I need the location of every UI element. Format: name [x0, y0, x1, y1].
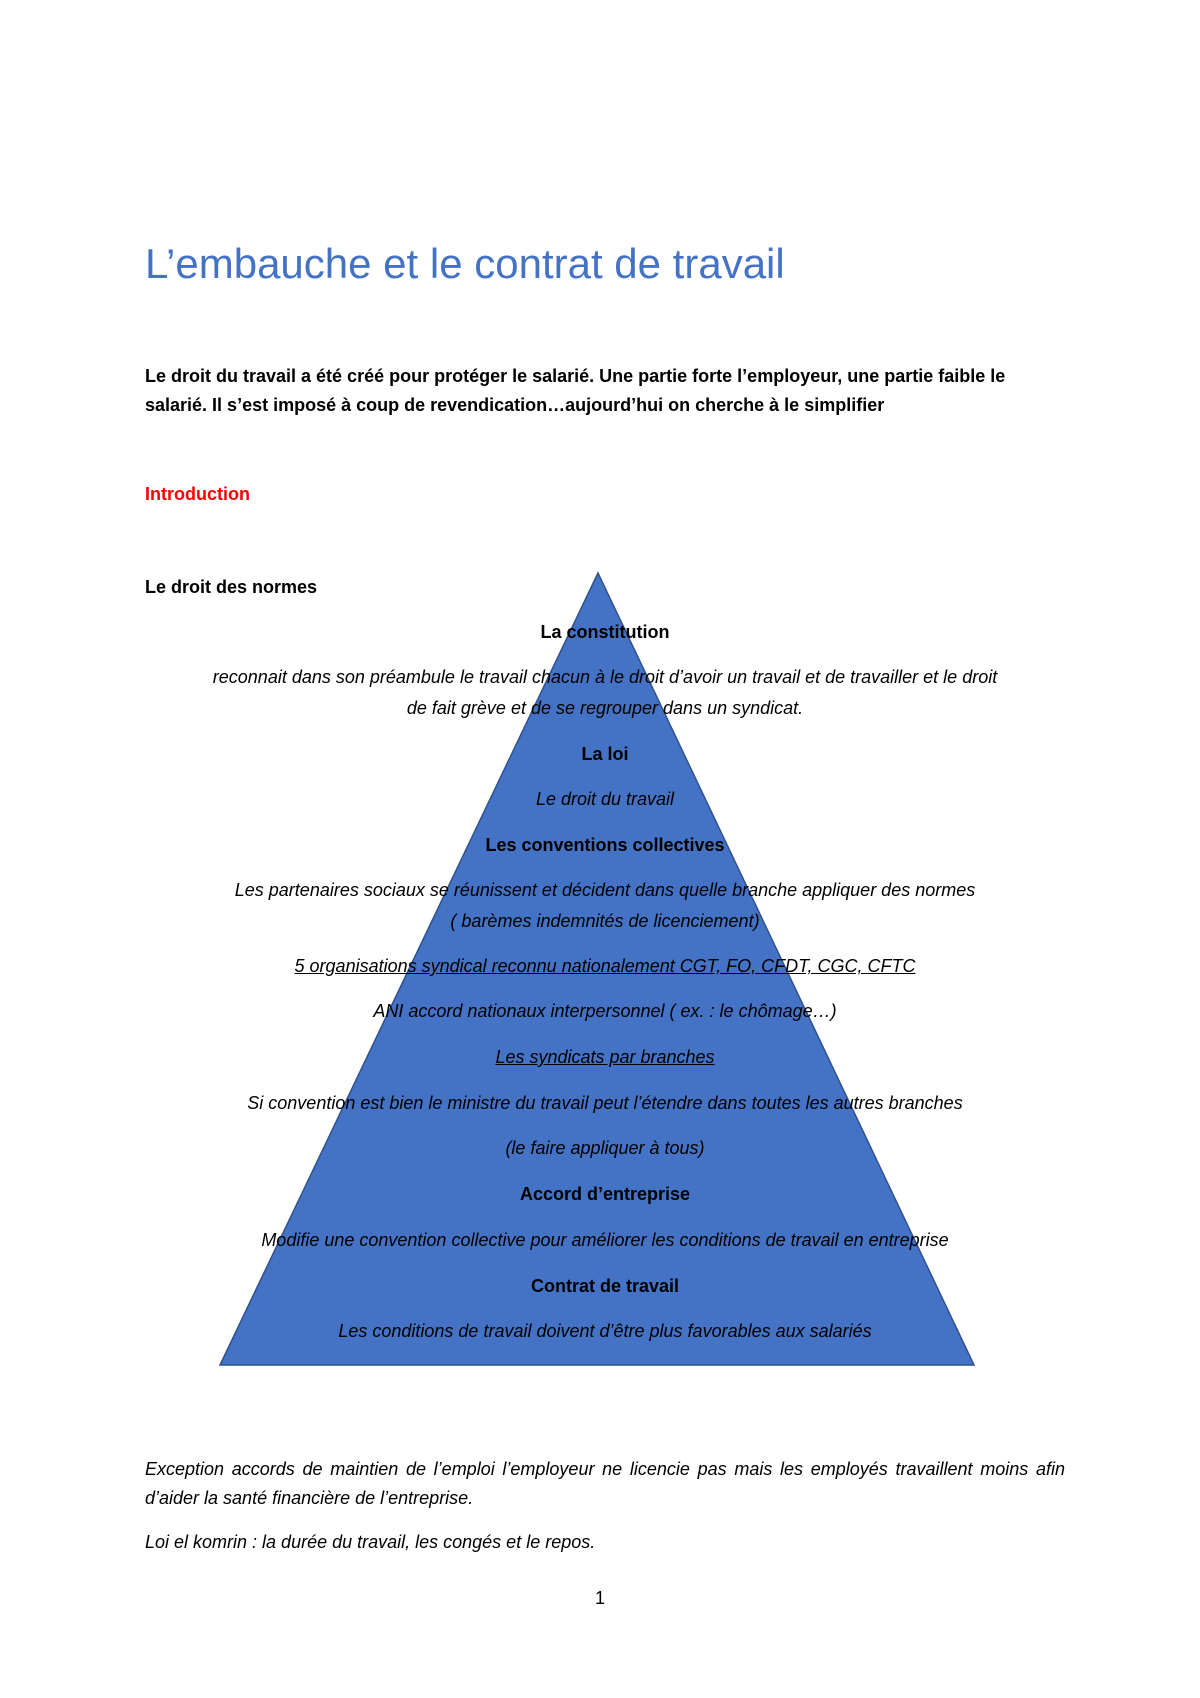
pyramid-line-extension: Si convention est bien le ministre du travail peut l’étendre dans toutes les autres branches	[247, 1093, 963, 1113]
pyramid-line-accord-desc: Modifie une convention collective pour améliorer les conditions de travail en entreprise	[261, 1230, 949, 1250]
pyramid-line-loi-desc: Le droit du travail	[535, 789, 675, 809]
pyramid-line-extension-2: (le faire appliquer à tous)	[505, 1138, 705, 1158]
subsection-heading-normes: Le droit des normes	[145, 577, 318, 597]
pyramid-line-constitution-desc-2: de fait grève et de se regrouper dans un syndicat.	[406, 698, 804, 718]
intro-paragraph: Le droit du travail a été créé pour protéger le salarié. Une partie forte l’employeur, une partie faible le salarié. Il s’est imposé à coup de revendication…aujourd’hui on cherche à le simplifier	[145, 366, 1006, 415]
pyramid-line-conventions-desc-1: Les partenaires sociaux se réunissent et décident dans quelle branche appliquer des normes	[234, 880, 976, 900]
loi-paragraph: Loi el komrin : la durée du travail, les congés et le repos.	[145, 1532, 596, 1552]
pyramid-line-conventions: Les conventions collectives	[485, 835, 725, 855]
pyramid-line-ani: ANI accord nationaux interpersonnel ( ex. : le chômage…)	[373, 1001, 837, 1021]
pyramid-line-loi: La loi	[581, 744, 629, 764]
pyramid-line-accord: Accord d’entreprise	[519, 1184, 691, 1204]
pyramid-line-constitution-desc-1: reconnait dans son préambule le travail chacun à le droit d’avoir un travail et de travailler et le droit	[212, 667, 998, 687]
pyramid-line-organisations: 5 organisations syndical reconnu nationalement CGT, FO, CFDT, CGC, CFTC	[294, 956, 916, 976]
exception-paragraph: Exception accords de maintien de l’emploi l’employeur ne licencie pas mais les employés travaillent moins afin d’aider la santé financière de l’entreprise.	[145, 1459, 1065, 1508]
page-number: 1	[594, 1588, 605, 1608]
document-title: L’embauche et le contrat de travail	[145, 240, 785, 287]
pyramid-line-conventions-desc-2: ( barèmes indemnités de licenciement)	[450, 911, 760, 931]
section-heading-introduction: Introduction	[145, 484, 250, 504]
pyramid-line-syndicats: Les syndicats par branches	[495, 1047, 715, 1067]
pyramid-line-contrat-desc: Les conditions de travail doivent d’être plus favorables aux salariés	[338, 1321, 872, 1341]
pyramid-line-contrat: Contrat de travail	[530, 1276, 680, 1296]
pyramid-line-constitution: La constitution	[540, 622, 670, 642]
